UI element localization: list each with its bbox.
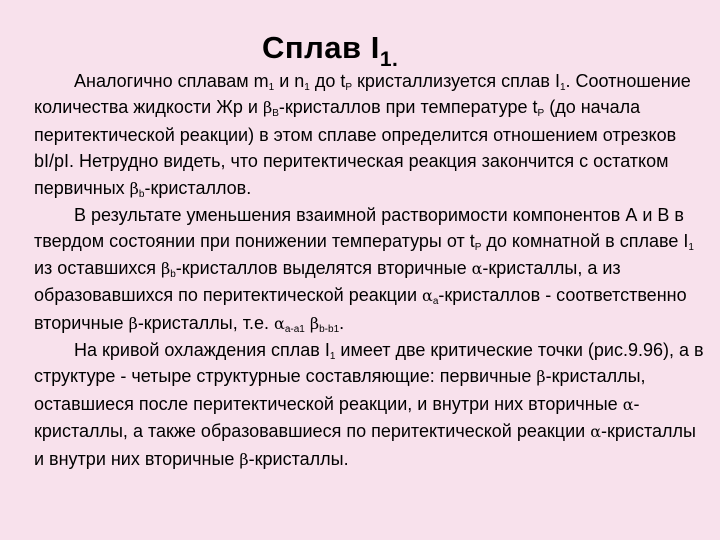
text-run: В результате уменьшения взаимной растворимости компонентов А и В в твердом состоянии при понижении температуры от t <box>34 205 684 252</box>
slide-title <box>262 30 398 72</box>
subscript: b-b1 <box>319 323 340 335</box>
greek-symbol: α <box>590 422 602 442</box>
subscript: P <box>537 108 545 120</box>
title-subscript: 1. <box>379 48 399 71</box>
paragraph <box>34 202 710 337</box>
text-run: из оставшихся <box>34 257 161 278</box>
subscript: 1 <box>329 351 336 363</box>
text-run: Аналогично сплавам m <box>74 71 269 91</box>
subscript: P <box>474 242 482 254</box>
greek-symbol: β <box>160 258 171 278</box>
text-run: -кристаллов при температуре t <box>278 97 538 118</box>
subscript: 1 <box>304 82 310 93</box>
greek-symbol: α <box>471 258 483 278</box>
subscript: a <box>432 296 439 308</box>
greek-symbol: β <box>536 367 546 387</box>
subscript: b <box>170 268 176 280</box>
text-run: -кристаллов. <box>144 177 252 198</box>
text-run: -кристаллов - соответственно вторичные <box>34 285 687 333</box>
text-run: до t <box>309 71 346 91</box>
paragraph <box>34 337 710 473</box>
subscript: 1 <box>559 82 566 93</box>
greek-symbol: β <box>129 178 139 198</box>
text-run: На кривой охлаждения сплав I <box>74 340 330 361</box>
subscript: 1 <box>688 242 694 254</box>
subscript: B <box>272 108 279 120</box>
greek-symbol: β <box>128 313 138 333</box>
text-run: . <box>339 312 345 333</box>
greek-symbol: α <box>422 286 433 306</box>
text-run: -кристаллы, т.е. <box>137 312 275 333</box>
greek-symbol: α <box>274 313 285 333</box>
text-run: -кристаллы. <box>248 448 349 469</box>
text-run: -кристаллов выделятся вторичные <box>175 257 472 278</box>
greek-symbol: β <box>239 449 249 469</box>
subscript: a-a1 <box>284 323 305 335</box>
text-run: (до начала перитектической реакции) в этом сплаве определится отношением отрезков bI/pI. Нетрудно видеть, что перитектическая реакция закончится с остатком первичных <box>34 97 677 198</box>
text-run: -кристаллы, а из образовавшихся по перитектической реакции <box>34 257 621 306</box>
subscript: P <box>345 82 353 93</box>
greek-symbol: α <box>622 394 634 414</box>
subscript: b <box>138 188 145 200</box>
subscript: 1 <box>268 82 275 93</box>
greek-symbol: β <box>309 313 320 333</box>
text-run: и n <box>274 71 305 91</box>
text-run: -кристаллы и внутри них вторичные <box>34 421 696 469</box>
body-text <box>34 68 710 473</box>
text-run: -кристаллы, а также образовавшиеся по перитектической реакции <box>34 393 640 442</box>
text-run: . Соотношение количества жидкости Жр и <box>34 71 691 118</box>
paragraph <box>34 68 710 202</box>
text-run: -кристаллы, оставшиеся после перитектической реакции, и внутри них вторичные <box>34 366 646 414</box>
text-run: кристаллизуется сплав I <box>352 71 560 91</box>
text-run: имеет две критические точки (рис.9.96), а в структуре - четыре структурные составляющие: первичные <box>34 340 704 387</box>
greek-symbol: β <box>262 98 273 118</box>
text-run: до комнатной в сплаве I <box>481 231 689 252</box>
title-main: Сплав I <box>262 30 380 65</box>
